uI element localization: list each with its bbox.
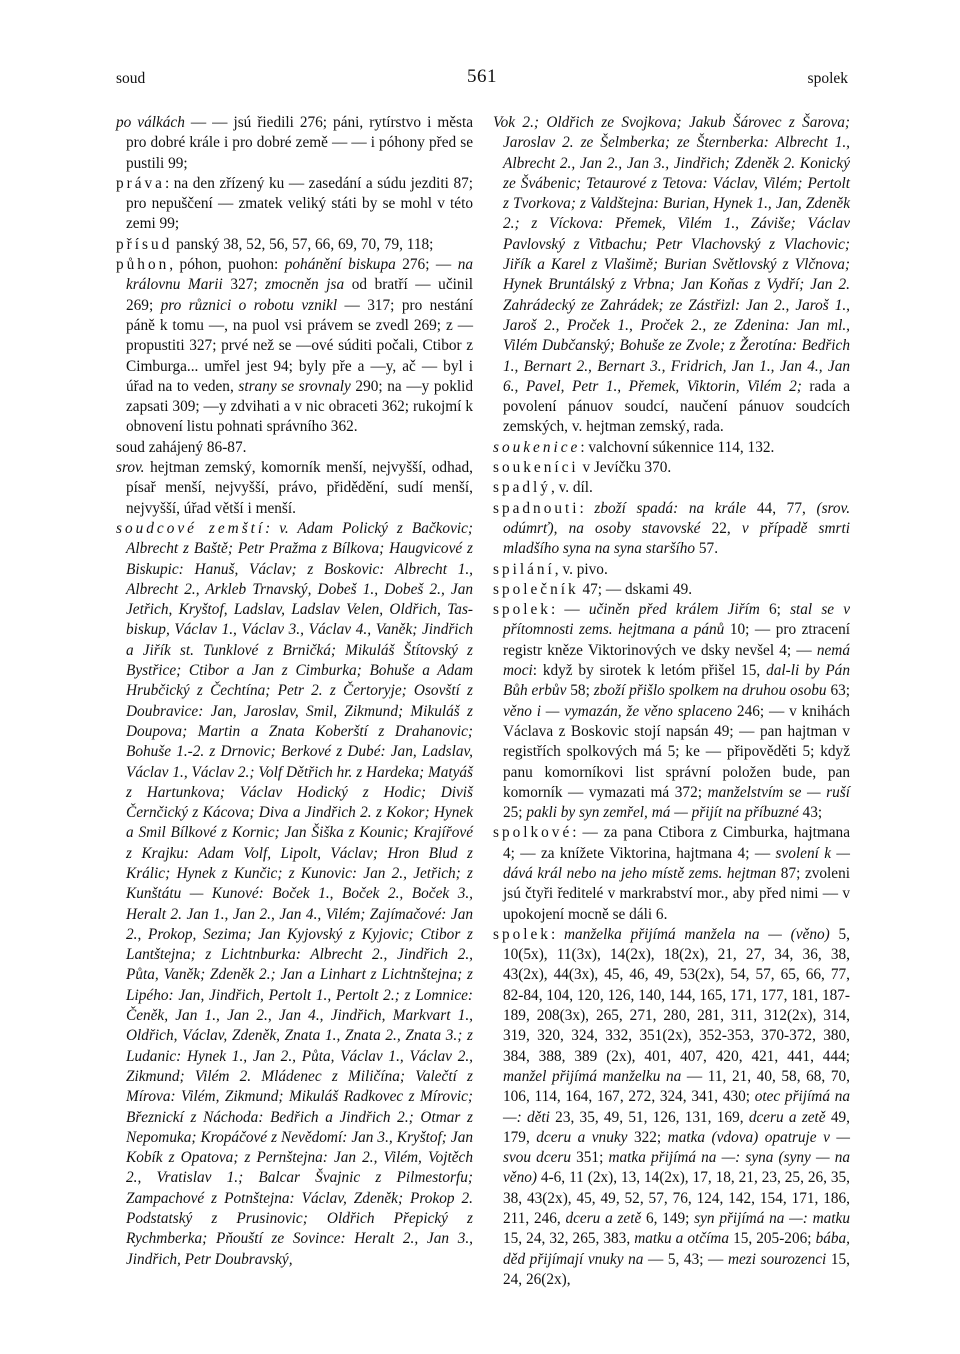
index-entry — [493, 499, 850, 560]
entry-text: soukeníci — [493, 459, 579, 477]
entry-text: 49, 179, — [503, 1108, 850, 1146]
entry-text: , v. díl. — [550, 479, 593, 497]
entry-text: , póhon, puohon: — [169, 256, 285, 274]
entry-text: spolkové — [493, 824, 573, 842]
running-head-left: soud — [116, 70, 146, 87]
entry-text: 322; — [627, 1128, 668, 1146]
entry-text: : — [579, 499, 595, 517]
entry-text: dal-li by Pán Bůh erbův — [503, 662, 850, 700]
entry-text: spadlý — [493, 479, 551, 497]
index-entry — [493, 600, 850, 823]
entry-text: — 11, 21, 40, 58, 68, 70, 106, 114, 164, 167, 272, 324, 341, 430; — [503, 1067, 850, 1106]
entry-text: 23, 35, 49, 51, 126, 131, 169, — [549, 1108, 749, 1126]
entry-text: : na den zřízený ku — zasedání a súdu jezditi 87; pro nepuščení — zmatek veliký státi by se mohl v této zemi 99; — [126, 174, 473, 233]
index-entry — [493, 560, 850, 580]
entry-text: 351; — [571, 1149, 609, 1167]
entry-text: 47; — dskami 49. — [578, 580, 693, 598]
entry-text: v případě smrti mladšího syna na syna staršího — [503, 519, 851, 558]
index-entry — [116, 458, 473, 519]
entry-text: matka (vdova) opatruje v — svou dceru — [503, 1128, 851, 1167]
entry-text: pakli by syn zemřel, má — přijít na příbuzné — [526, 804, 799, 822]
running-head-right: spolek — [807, 70, 848, 87]
index-entry — [493, 823, 850, 924]
entry-text: 5, 10(5x), 11(3x), 14(2x), 18(2x), 21, 27, 34, 36, 38, 43(2x), 44(3x), 45, 46, 49, 53(2x), 54, 57, 65, 66, 77, 82-84, 104, 120, 126, 140, 144, 165, 171, 177, 181, 187-189, 208(3x), 265, 271, 280, 281, 311, 312(2x), 314, 319, 320, 324, 332, 351(2x), 352-353, 370-372, 380, 384, 388, 389 (2x), 401, 407, 420, 421, 441, 444; — [503, 925, 850, 1065]
left-column — [116, 113, 473, 1270]
entry-text: spilání — [493, 560, 555, 578]
index-entry — [116, 255, 473, 438]
entry-text: nemá moci — [503, 641, 850, 680]
entry-text: 22, — [700, 519, 742, 537]
index-entry — [493, 580, 850, 600]
entry-text: 276; — — [395, 256, 458, 274]
entry-text: otec přijímá na —: děti — [503, 1088, 850, 1126]
entry-text: : — za pana Ctibora z Cimburka, hajtmana 4; — za knížete Viktorina, hajtmana 4; — — [503, 824, 850, 862]
entry-text: 15, 205-206; — [729, 1230, 816, 1248]
index-entry — [116, 235, 473, 255]
entry-text: soud zahájený 86-87. — [116, 438, 247, 456]
index-entry — [116, 174, 473, 235]
entry-text: syn přijímá na —: matku — [694, 1210, 850, 1228]
entry-text: 25; — [503, 804, 527, 822]
entry-text: spolek — [493, 925, 551, 943]
entry-text: zboží spadá: na krále — [594, 499, 747, 517]
entry-text: půhon — [116, 256, 170, 274]
entry-text: spolek — [493, 601, 551, 619]
entry-text: na královnu Marii — [126, 256, 474, 294]
index-entry — [116, 519, 473, 1270]
entry-text: bába, děd přijímají vnuky na — [503, 1230, 850, 1268]
entry-text: spadnouti — [493, 499, 580, 517]
page-number: 561 — [467, 66, 497, 87]
entry-text: : — [550, 925, 564, 943]
entry-text: soudcové zemští — [116, 519, 266, 537]
entry-text: panský 38, 52, 56, 57, 66, 69, 70, 79, 118; — [172, 235, 434, 253]
entry-text: 10; — pro ztracení registr kněze Viktorinových ve dsky nevšel 4; — — [503, 621, 850, 659]
entry-text: soukenice — [493, 438, 581, 456]
entry-text: : v. Adam Polický z Bačkovic; Albrecht z Baště; Petr Pražma z Bílkova; Haugvicové z Biskupic: Hanuš, Václav; z Boskovic: Albrecht 1., Albrecht 2., Arkleb Trnavský, Dobeš 1., Dobeš 2., Jan Jetřich, Kryštof, Ladslav, Ladslav Velen, Oldřich, Tas-biskup, Václav 1., Václav 3., Václav 4., Vaněk; Jindřich a Jiřík st. Tunklové z Brničká; Mikuláš Štítovský z Bystřice; Ctibor a Jan z Cimburka; Bohuše a Adam Hrubčický z Čechtína; Petr 2. z Čertoryje; Osovští z Doubravice: Jan, Jaroslav, Smil, Zikmund; Mikuláš z Doupova; Martin a Znata Koberští z Drahanovic; Bohuše 1.-2. z Drnovic; Berkové z Dubé: Jan, Ladslav, Václav 1., Václav 2.; Volf Dětřich hr. z Hardeka; Matyáš z Hartunkova; Václav Hodický z Hodic; Diviš Černčický z Kácova; Diva a Jindřich 2. z Kokor; Hynek a Smil Bílkové z Kornic; Jan Šiška z Kounic; Krajířové z Krajku: Adam Volf, Lipolt, Václav; Hron Blud z Králic; Hynek z Kunčic; z Kunovic: Jan 2., Jetřich; z Kunštátu — Kunové: Boček 1., Boček 2., Boček 3., Heralt 2. Jan 1., Jan 2., Jan 4., Vilém; Zajímačové: Jan 2., Prokop, Sezima; Jan Kyjovský z Kyjovic; Ctibor z Lantštejna; z Lichtnburka: Albrecht 2., Jindřich 2., Půta, Vaněk; Zdeněk 2.; Jan a Linhart z Lichtnštejna; z Lipého: Jan, Jindřich, Pertolt 1., Pertolt 2.; z Lomnice: Čeněk, Jan 1., Jan 2., Jan 4., Jindřich, Markvart 1., Oldřich, Václav, Zdeněk, Znata 1., Znata 2., Znata 3.; z Ludanic: Hynek 1., Jan 2., Půta, Václav 1., Václav 2., Zikmund; Vilém 2. Mládenec z Miličína; Valečtí z Mírova: Vilém, Zikmund; Mikuláš Radkovec z Mírovic; Březnickí z Náchoda: Bedřich a Jindřich 2.; Otmar z Nepomuka; Kropáčové z Nevědomí: Jan 3., Kryštof; Jan Kobík z Opatova; z Pernštejna: Jan 2., Vilém, Vojtěch 2., Vratislav 1.; Balcar Švajnic z Pilmestorfu; Zampachové z Potnštejna: Václav, Zdeněk; Prokop 2. Podstatský z Prusinovic; Oldřich Přepický z Rychmberka; Pňouští ze Sovince: Heralt 2., Jan 3., Jindřich, Petr Doubravský, — [126, 519, 473, 1268]
entry-text: stal se v přítomnosti zems. hejtmana a pánů — [503, 601, 850, 639]
entry-text: hejtman zemský, komorník menší, nejvyšší, odhad, písař menší, nejvyšší, právo, přidědění, sudí menší, nejvyšší, úřad větší i menší. — [126, 459, 473, 517]
index-entry — [493, 925, 850, 1290]
entry-text: dceru a zetě — [565, 1210, 642, 1228]
entry-text: : — — [550, 601, 589, 619]
running-head — [116, 66, 848, 90]
entry-text: manželstvím se — ruší — [707, 783, 850, 801]
index-entry — [493, 478, 850, 498]
entry-text: 290; na —y poklid zapsati 309; —y zdvihati a v nic obraceti 362; rukojmí k obnovení listu pohnati správního 362. — [126, 377, 473, 436]
entry-text: učiněn před králem Jiřím — [588, 601, 760, 619]
entry-text: věno i — vymazán, že věno splaceno — [503, 702, 733, 720]
entry-text: od bratří — učinil 269; — [126, 276, 474, 314]
entry-text: pohánění biskupa — [284, 256, 396, 274]
entry-text: 246; — v knihách Václava z Boskovic stojí napsán 49; — pan hajtman v registřích spolkových má 5; ke — připověděti 5; když panu komorníkovi list správní položen bude, pan komorník — vymazati má 372; — [503, 702, 850, 801]
entry-text: 57. — [695, 540, 719, 558]
entry-text: 44, 77, — [746, 499, 817, 517]
entry-text: — 5, 43; — — [643, 1250, 728, 1268]
entry-text: 327; — [222, 276, 266, 294]
entry-text: svolení k — dává král nebo na jeho místě zems. hejtman — [503, 844, 850, 882]
entry-text: pro různici o robotu vznikl — [160, 296, 338, 314]
entry-text: manžel přijímá manželku na — [503, 1067, 682, 1085]
entry-text: 4-6, 11 (2x), 13, 14(2x), 17, 18, 21, 23, 25, 26, 35, 38, 43(2x), 45, 49, 52, 57, 76, 124, 142, 154, 171, 186, 211, 246, — [503, 1169, 850, 1228]
entry-text: 15, 24, 32, 265, 383, — [503, 1230, 635, 1248]
entry-text: , v. pivo. — [554, 560, 608, 578]
entry-text: matku a otčíma — [634, 1230, 730, 1248]
entry-text: : valchovní súkennice 114, 132. — [580, 438, 775, 456]
index-entry — [493, 113, 850, 438]
entry-text: — — jsú řiedili 276; páni, rytírstvo i města pro dobré krále i pro dobré země — — i póhony před se pustili 99; — [126, 114, 473, 172]
entry-text: strany se srovnaly — [238, 377, 351, 395]
entry-text: Vok 2.; Oldřich ze Svojkova; Jakub Šárovec z Šarova; Jaroslav 2. ze Šelmberka; ze Šternberka: Albrecht 1., Albrecht 2., Jan 2., Jan 3., Jindřich; Zdeněk 2. Konický ze Švábenic; Tetaurové z Tetova: Václav, Vilém; Pertolt z Tvorkova; z Valdštejna: Burian, Hynek 1., Jan, Zdeněk 2.; z Víckova: Přemek, Vilém 1., Záviše; Václav Pavlovský z Vitbachu; Petr Vlachovský z Vlachovic; Jiřík a Karel z Vlašimě; Burian Světlovský z Vlčnova; Hynek Bruntálský z Vrbna; Jan Koňas z Vydří; Jan 2. Zahrádecký ze Zahrádek; ze Zástřizl: Jan 2., Jaroš 1., Jaroš 2., Proček 1., Proček 2., ze Zdenina: Jan ml., Vilém Dubčanský; Bohuše ze Zvole; z Žerotína: Bedřich 1., Bernart 2., Bernart 3., Fridrich, Jan 1., Jan 4., Jan 6., Pavel, Petr 1., Přemek, Viktorin, Vilém 2; — [493, 114, 850, 395]
entry-text: 87; zvoleni jsú čtyři ředitelé v markrabství mor., aby před nimi — v upokojení mocně se dáli 6. — [503, 864, 850, 923]
entry-text: 15, 24, 26(2x), — [503, 1250, 850, 1288]
entry-text: přísud — [116, 235, 173, 253]
entry-text: zmocněn jsa — [265, 276, 345, 294]
entry-text: zboží přišlo spolkem na druhou osobu — [593, 682, 827, 700]
entry-text: dceru a vnuky — [536, 1128, 628, 1146]
entry-text: 6; — [759, 601, 791, 619]
entry-text: po válkách — [116, 114, 185, 131]
entry-text: srov. — [116, 459, 145, 477]
entry-text: — 317; pro nestání páně k tomu —, na puol vsi právem se zvedl 269; z — propustiti 327; prvé než se —ové súditi počali, Ctibor z Cimburga... umřel jest 94; byly pře a —y, ač — byl i úřad na to veden, — [126, 296, 473, 395]
entry-text: mezi sourozenci — [727, 1250, 827, 1268]
index-entry — [116, 113, 473, 174]
right-column — [493, 113, 850, 1290]
entry-text: : když by sirotek k letóm přišel 15, — [532, 662, 767, 680]
entry-text: dceru a zetě — [748, 1108, 826, 1126]
entry-text: matka přijímá na —: syna (syny — na věno) — [503, 1149, 850, 1187]
entry-text: (srov. odúmrť), na osoby stavovské — [503, 499, 851, 537]
index-entry — [493, 438, 850, 458]
index-entry — [493, 458, 850, 478]
entry-text: v Jevíčku 370. — [578, 459, 672, 477]
entry-text: práva — [116, 174, 165, 192]
index-entry — [116, 438, 473, 458]
entry-text: 63; — [826, 682, 851, 700]
entry-text: manželka přijímá manžela na — (věno) — [564, 925, 830, 943]
entry-text: 43; — [798, 804, 823, 822]
entry-text: 58; — [566, 682, 594, 700]
entry-text: 6, 149; — [641, 1210, 695, 1228]
entry-text: rada a povolení pánuov soudcí, naučení pánuov soudcích zemských, v. hejtman zemský, rada. — [503, 377, 850, 436]
entry-text: společník — [493, 580, 579, 598]
